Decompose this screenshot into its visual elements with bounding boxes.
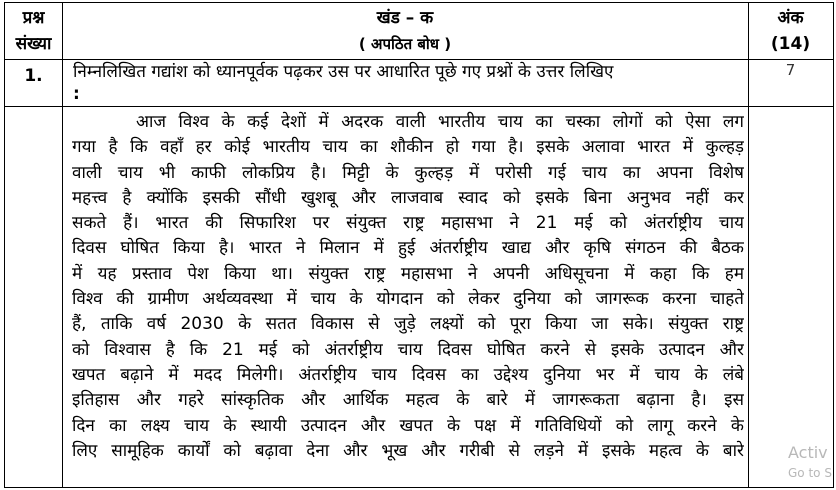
passage-line: दिवस घोषित किया है। भारत ने मिलान में हुई अंतर्राष्ट्रीय खाद्य और कृषि संगठन की बैठक: [72, 238, 744, 259]
passage-line: दिन का लक्ष्य चाय के स्थायी उत्पादन और खपत के पक्ष में गतिविधियों को लागू करने के: [72, 415, 744, 436]
question-marks: 7: [785, 61, 796, 79]
passage-line: सकते हैं। भारत की सिफारिश पर संयुक्त राष्ट्र महासभा ने 21 मई को अंतर्राष्ट्रीय चाय: [72, 213, 744, 234]
header-question-number: [5, 5, 62, 57]
passage-line: लिए सामूहिक कार्यों को बढ़ावा देना और भूख और गरीबी से लड़ने में इसके महत्व के बारे: [72, 440, 744, 461]
passage-line: महत्त्व है क्योंकि इसकी सौंधी खुशबू और लाजवाब स्वाद को इसके बिना अनुभव नहीं कर: [72, 187, 744, 208]
activation-watermark-subtitle: Go to S: [788, 466, 832, 480]
passage-line: आज विश्व के कई देशों में अदरक वाली भारतीय चाय का चस्का लोगों को ऐसा लग: [136, 112, 744, 132]
section-title: खंड – क: [376, 8, 434, 28]
unseen-passage: [72, 110, 744, 464]
column-divider: [62, 3, 63, 487]
passage-line: हैं, ताकि वर्ष 2030 के सतत विकास से जुड़े लक्ष्यों को पूरा किया जा सके। संयुक्त राष्ट्र: [72, 314, 744, 335]
header-text: प्रश्न: [22, 8, 45, 28]
header-section-title: [62, 5, 748, 57]
instruction-text: निम्नलिखित गद्यांश को ध्यानपूर्वक पढ़कर उस पर आधारित पूछे गए प्रश्नों के उत्तर लिखिए: [73, 62, 614, 82]
passage-line: इतिहास और गहरे सांस्कृतिक और आर्थिक महत्व के बारे में जागरूकता बढ़ाना है। इस: [72, 390, 744, 411]
row-divider: [5, 59, 833, 60]
passage-line: खपत बढ़ाने में मदद मिलेगी। अंतर्राष्ट्रीय चाय दिवस का उद्देश्य दुनिया भर में चाय के लंबे: [72, 364, 744, 385]
total-marks: (14): [770, 34, 811, 54]
header-marks: [748, 5, 833, 57]
question-number: 1.: [24, 66, 43, 86]
header-text: अंक: [777, 8, 804, 28]
question-instruction: [73, 61, 745, 105]
passage-line: विश्व की ग्रामीण अर्थव्यवस्था में चाय के योगदान को लेकर दुनिया को जागरूक करना चाहते: [72, 289, 744, 310]
row-divider: [5, 106, 833, 107]
passage-line: गया है कि वहाँ हर कोई भारतीय चाय का शौकीन हो गया है। इसके अलावा भारत में कुल्हड़: [72, 137, 744, 158]
header-text: संख्या: [15, 34, 52, 54]
passage-line: को विश्वास है कि 21 मई को अंतर्राष्ट्रीय चाय दिवस घोषित करने से इसके उत्पादन और: [72, 339, 744, 360]
passage-line: वाली चाय भी काफी लोकप्रिय है। मिट्टी के कुल्हड़ में परोसी गई चाय का अपना विशेष: [72, 162, 744, 183]
activation-watermark-title: Activ: [788, 443, 828, 462]
passage-line: में यह प्रस्ताव पेश किया था। संयुक्त राष्ट्र महासभा ने अपनी अधिसूचना में कहा कि हम: [72, 263, 744, 284]
instruction-colon: :: [73, 84, 80, 104]
section-subtitle: ( अपठित बोध ): [358, 35, 452, 53]
